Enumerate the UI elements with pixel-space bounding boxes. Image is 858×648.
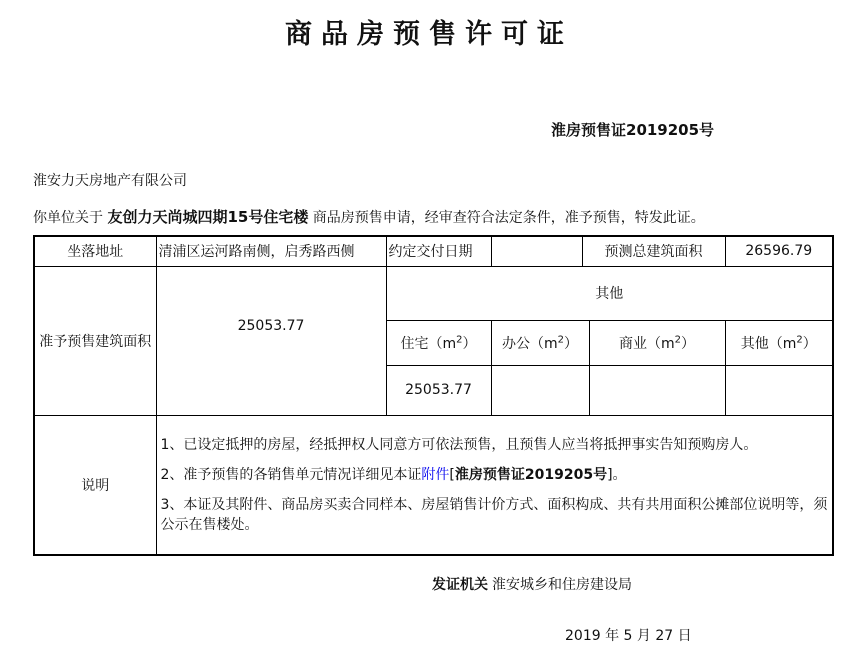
location-label: 坐落地址 [34, 236, 156, 266]
other-header: 其他 [386, 266, 833, 320]
location-value: 清浦区运河路南侧，启秀路西侧 [156, 236, 386, 266]
intro-paragraph [33, 206, 705, 227]
notes-cell [156, 415, 833, 555]
table-row [34, 266, 833, 320]
intro-prefix: 你单位关于 [33, 210, 103, 226]
attachment-link[interactable]: 附件 [421, 466, 450, 483]
company-name: 淮安力天房地产有限公司 [33, 173, 187, 189]
total-area-label: 预测总建筑面积 [582, 236, 725, 266]
delivery-date-label: 约定交付日期 [386, 236, 491, 266]
office-unit-label: 办公$(m^2)$ [491, 320, 589, 365]
other-value [725, 365, 833, 415]
project-name: 友创力天尚城四期15号住宅楼 [107, 208, 309, 226]
intro-suffix: 商品房预售申请，经审查符合法定条件，准予预售，特发此证。 [312, 210, 705, 226]
commercial-value [589, 365, 725, 415]
table-row [34, 415, 833, 555]
presale-area-label: 准予预售建筑面积 [34, 266, 156, 415]
note-3: 3、本证及其附件、商品房买卖合同样本、房屋销售计价方式、面积构成、共有共用面积公摊部位说明等，须公示在售楼处。 [160, 496, 828, 533]
notes-label: 说明 [34, 415, 156, 555]
attachment-cert-number: 淮房预售证2019205号 [454, 466, 608, 483]
permit-table [33, 235, 834, 556]
issuer-name: 淮安城乡和住房建设局 [492, 577, 632, 593]
other-unit-label: 其他$(m^2)$ [725, 320, 833, 365]
table-row [34, 236, 833, 266]
issue-date: 2019 年 5 月 27 日 [565, 628, 692, 644]
residential-unit-label: 住宅$(m^2)$ [386, 320, 491, 365]
issuing-authority [432, 574, 632, 594]
note-2: 2、准予预售的各销售单元情况详细见本证附件[淮房预售证2019205号]。 [160, 466, 627, 483]
note-1: 1、已设定抵押的房屋，经抵押权人同意方可依法预售，且预售人应当将抵押事实告知预购房人。 [160, 436, 758, 453]
commercial-unit-label: 商业$(m^2)$ [589, 320, 725, 365]
residential-value: 25053.77 [386, 365, 491, 415]
presale-area-value: 25053.77 [156, 266, 386, 415]
office-value [491, 365, 589, 415]
certificate-number: 淮房预售证2019205号 [551, 121, 715, 139]
issuer-label: 发证机关 [432, 577, 488, 593]
delivery-date-value [491, 236, 582, 266]
page-title: 商品房预售许可证 [285, 19, 573, 50]
total-area-value: 26596.79 [725, 236, 833, 266]
